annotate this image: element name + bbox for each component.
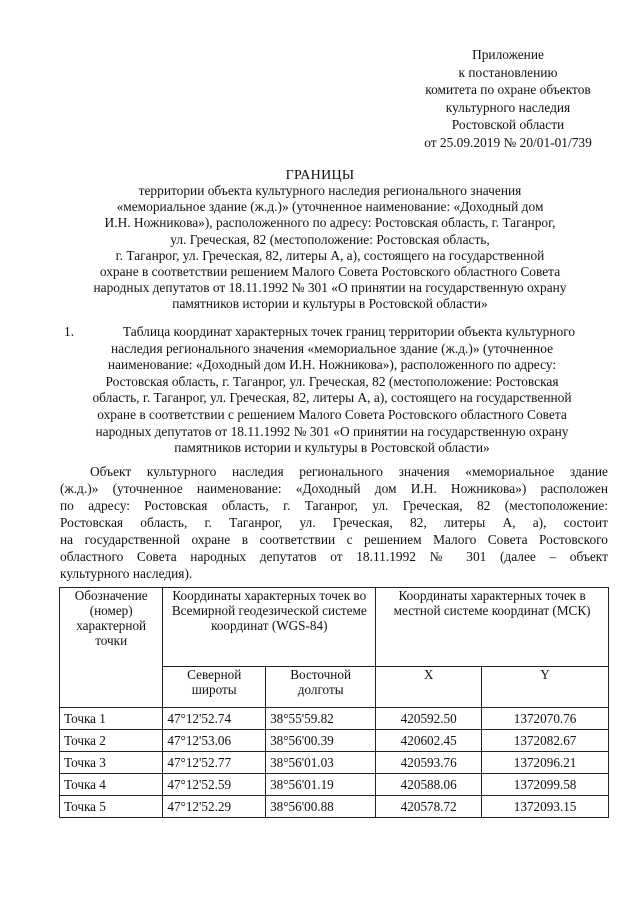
- table-row: [60, 730, 609, 752]
- section-line: охране в соответствии с решением Малого Совета Ростовского областного Совета: [97, 406, 567, 422]
- cell-lat: 47°12'53.06: [163, 730, 266, 752]
- cell-lon: 38°56'00.39: [266, 730, 376, 752]
- cell-y: 1372082.67: [482, 730, 609, 752]
- cell-lon: 38°56'00.88: [266, 796, 376, 818]
- cell-lon: 38°55'59.82: [266, 708, 376, 730]
- table-row: [60, 752, 609, 774]
- table-row: [60, 774, 609, 796]
- header-msk: Координаты характерных точек в местной системе координат (МСК): [376, 588, 609, 667]
- cell-point: Точка 5: [60, 796, 163, 818]
- cell-lat: 47°12'52.74: [163, 708, 266, 730]
- subtitle-line: «мемориальное здание (ж.д.)» (уточненное наименование: «Доходный дом: [116, 199, 544, 215]
- cell-x: 420588.06: [376, 774, 482, 796]
- paragraph-line: Объект культурного наследия регионального значения «мемориальное здание: [90, 464, 608, 479]
- cell-x: 420593.76: [376, 752, 482, 774]
- cell-point: Точка 4: [60, 774, 163, 796]
- appendix-header: [400, 46, 616, 152]
- appendix-line: культурного наследия: [445, 99, 571, 115]
- cell-lon: 38°56'01.03: [266, 752, 376, 774]
- table-header-row: [60, 588, 609, 667]
- header-point: Обозначение (номер) характерной точки: [60, 588, 163, 708]
- cell-y: 1372096.21: [482, 752, 609, 774]
- document-subtitle: [70, 183, 590, 313]
- subtitle-line: памятников истории и культуры в Ростовской области»: [172, 296, 488, 312]
- appendix-line: Ростовской области: [451, 117, 565, 133]
- header-y: Y: [482, 667, 609, 708]
- section-line: область, г. Таганрог, ул. Греческая, 82, литеры А, а), состоящего на государственной: [92, 390, 572, 406]
- paragraph-line: областного Совета народных депутатов от 18.11.1992 № 301 (далее – объект: [60, 549, 608, 564]
- section-heading-text: [56, 324, 608, 457]
- section-line: Ростовская область, г. Таганрог, ул. Греческая, 82 (местоположение: Ростовская: [105, 373, 559, 389]
- subtitle-line: И.Н. Ножникова»), расположенного по адресу: Ростовская область, г. Таганрог,: [104, 215, 556, 231]
- cell-x: 420592.50: [376, 708, 482, 730]
- cell-y: 1372099.58: [482, 774, 609, 796]
- cell-point: Точка 1: [60, 708, 163, 730]
- cell-y: 1372070.76: [482, 708, 609, 730]
- cell-lat: 47°12'52.59: [163, 774, 266, 796]
- cell-lon: 38°56'01.19: [266, 774, 376, 796]
- paragraph-line: Ростовская область, г. Таганрог, ул. Греческая, 82, литеры А, а), состоит: [60, 515, 608, 530]
- appendix-line: комитета по охране объектов: [425, 82, 591, 98]
- section-line: Таблица координат характерных точек границ территории объекта культурного: [122, 324, 576, 339]
- table-row: [60, 796, 609, 818]
- appendix-line: от 25.09.2019 № 20/01-01/739: [424, 134, 592, 150]
- cell-lat: 47°12'52.77: [163, 752, 266, 774]
- section-line: памятников истории и культуры в Ростовской области»: [174, 440, 490, 456]
- paragraph-line: культурного наследия).: [60, 566, 193, 581]
- subtitle-line: территории объекта культурного наследия регионального значения: [138, 183, 522, 198]
- coordinates-table: [59, 587, 609, 818]
- header-wgs: Координаты характерных точек во Всемирной геодезической системе координат (WGS-84): [163, 588, 376, 667]
- subtitle-line: охране в соответствии решением Малого Совета Ростовского областного Совета: [99, 264, 561, 280]
- header-x: X: [376, 667, 482, 708]
- table-row: [60, 708, 609, 730]
- cell-point: Точка 3: [60, 752, 163, 774]
- appendix-line: к постановлению: [458, 64, 558, 80]
- header-lat: Северной широты: [163, 667, 266, 708]
- section-number: 1.: [64, 324, 75, 339]
- header-lon: Восточной долготы: [266, 667, 376, 708]
- appendix-line: Приложение: [472, 47, 544, 62]
- cell-x: 420602.45: [376, 730, 482, 752]
- section-line: народных депутатов от 18.11.1992 № 301 «О принятии на государственную охрану: [95, 423, 569, 439]
- subtitle-line: ул. Греческая, 82 (местоположение: Ростовская область,: [170, 231, 490, 247]
- paragraph-line: (ж.д.)» (уточненное наименование: «Доходный дом И.Н. Ножникова») расположен: [60, 481, 608, 496]
- object-description-paragraph: [60, 463, 608, 582]
- paragraph-line: на государственной охране в соответствии с решением Малого Совета Ростовского: [60, 532, 608, 547]
- section-line: наследия регионального значения «мемориальное здание (ж.д.)» (уточненное: [110, 340, 554, 356]
- subtitle-line: г. Таганрог, ул. Греческая, 82, литеры А, а), состоящего на государственной: [115, 247, 545, 263]
- cell-x: 420578.72: [376, 796, 482, 818]
- cell-y: 1372093.15: [482, 796, 609, 818]
- cell-point: Точка 2: [60, 730, 163, 752]
- document-title: ГРАНИЦЫ: [285, 168, 355, 183]
- subtitle-line: народных депутатов от 18.11.1992 № 301 «О принятии на государственную охрану: [93, 280, 567, 296]
- paragraph-line: по адресу: Ростовская область, г. Таганрог, ул. Греческая, 82 (местоположение:: [60, 498, 608, 513]
- cell-lat: 47°12'52.29: [163, 796, 266, 818]
- section-line: наименование: «Доходный дом И.Н. Ножникова»), расположенного по адресу:: [107, 357, 557, 373]
